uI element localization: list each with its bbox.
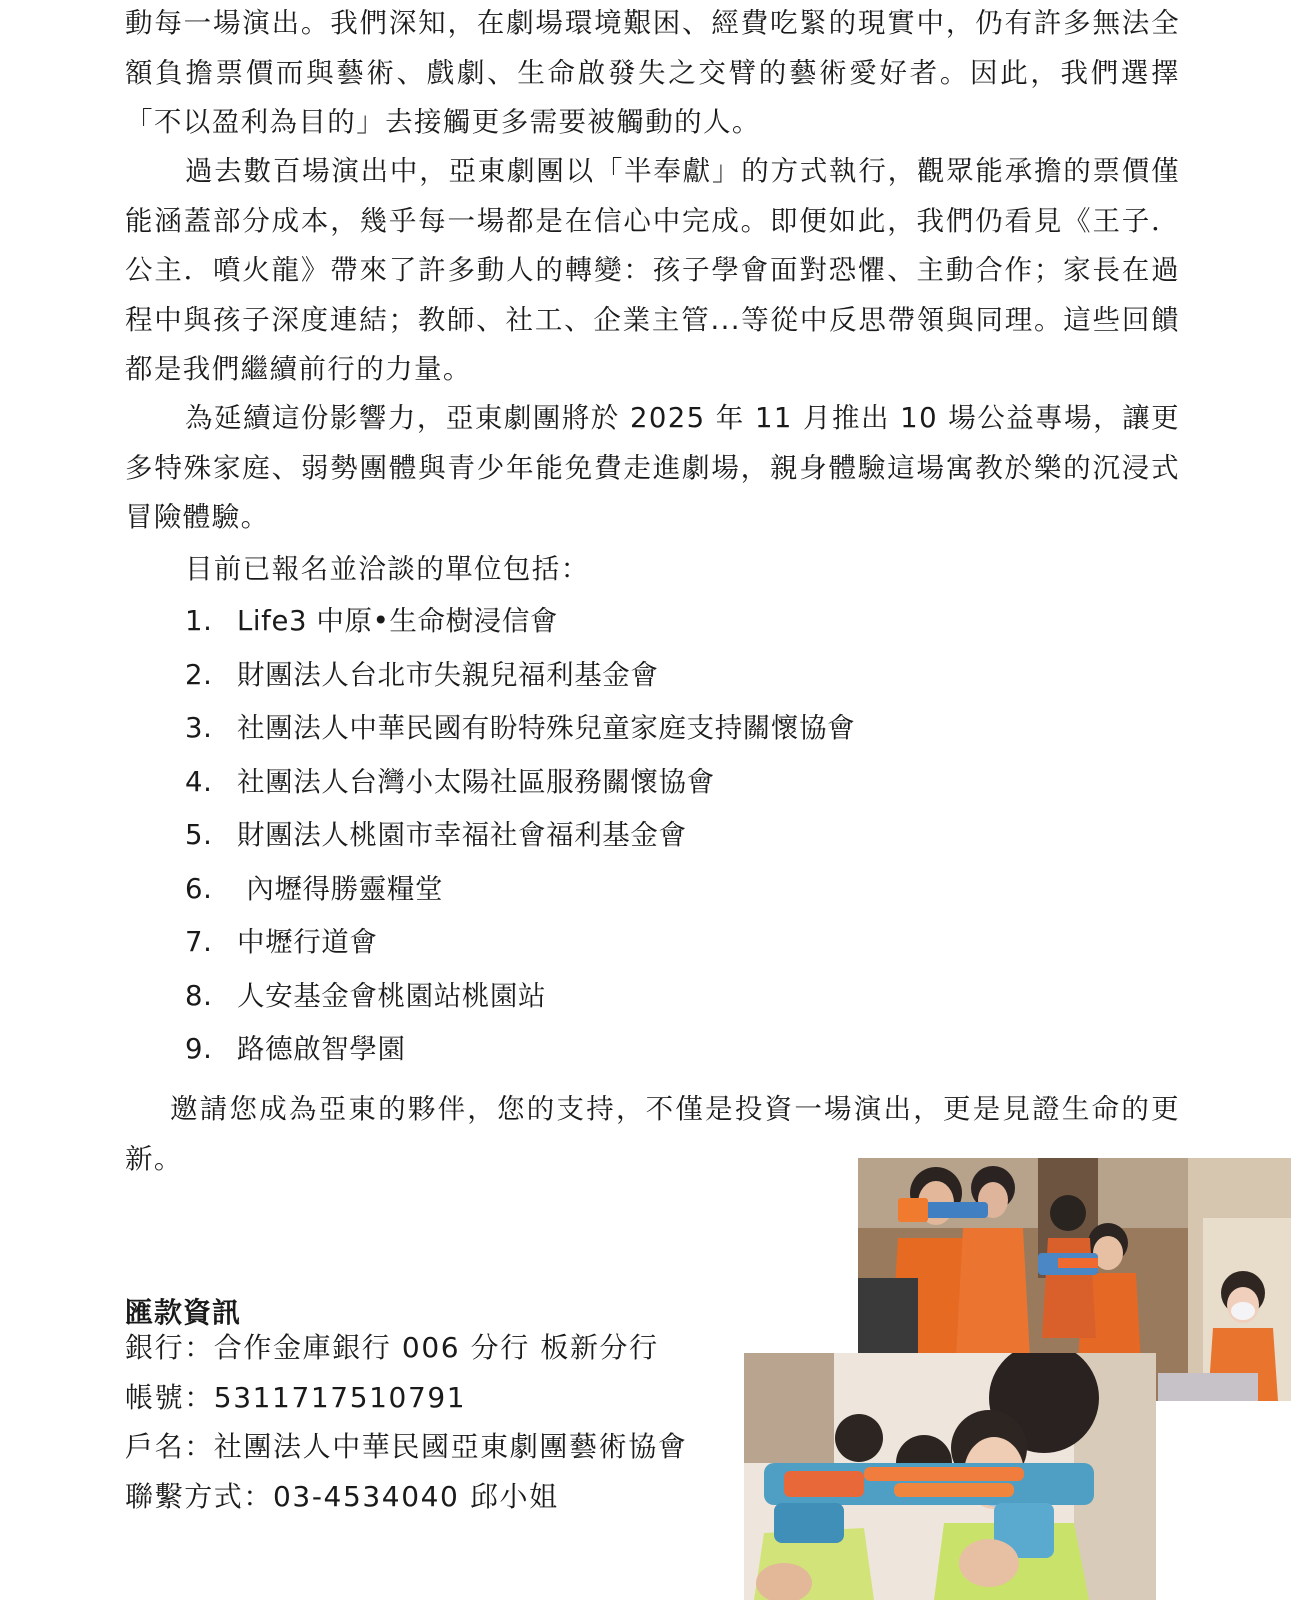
list-item-label: 社團法人台灣小太陽社區服務關懷協會 (237, 765, 715, 798)
list-item (185, 863, 855, 917)
list-item-number: 9. (185, 1033, 213, 1065)
list-item (185, 809, 855, 863)
list-item-label: Life3 中原•生命樹浸信會 (237, 605, 559, 637)
list-item (185, 1023, 855, 1077)
paragraph-history: 過去數百場演出中，亞東劇團以「半奉獻」的方式執行，觀眾能承擔的票價僅能涵蓋部分成本，幾乎每一場都是在信心中完成。即便如此，我們仍看見《王子．公主．噴火龍》帶來了許多動人的轉變：孩子學會面對恐懼、主動合作；家長在過程中與孩子深度連結；教師、社工、企業主管...等從中反思帶領與同理。這些回饋都是我們繼續前行的力量。 (125, 155, 1180, 386)
list-item-label: 財團法人桃園市幸福社會福利基金會 (237, 819, 687, 851)
bank-line: 銀行：合作金庫銀行 006 分行 板新分行 (125, 1331, 659, 1364)
list-item-label: 路德啟智學園 (237, 1033, 406, 1065)
paragraph-charity-shows: 為延續這份影響力，亞東劇團將於 2025 年 11 月推出 10 場公益專場，讓更多特殊家庭、弱勢團體與青少年能免費走進劇場，親身體驗這場寓教於樂的沉浸式冒險體驗。 (125, 402, 1180, 534)
organization-list (185, 595, 855, 1077)
account-number-line: 帳號：5311717510791 (125, 1380, 467, 1414)
list-item-number: 7. (185, 926, 213, 958)
paragraph-invitation: 邀請您成為亞東的夥伴，您的支持，不僅是投資一場演出，更是見證生命的更新。 (125, 1093, 1180, 1175)
contact-line: 聯繫方式：03-4534040 邱小姐 (125, 1479, 559, 1513)
remittance-details (125, 1323, 687, 1521)
list-item-label: 內壢得勝靈糧堂 (237, 872, 444, 905)
event-photo-child-with-blaster (744, 1353, 1156, 1600)
list-item-number: 2. (185, 658, 213, 691)
list-item-number: 5. (185, 819, 213, 851)
list-item (185, 756, 855, 810)
list-item (185, 970, 855, 1024)
list-item (185, 595, 855, 649)
list-item-number: 6. (185, 872, 213, 905)
account-name-line: 戶名：社團法人中華民國亞東劇團藝術協會 (125, 1430, 688, 1464)
list-item-label: 人安基金會桃園站桃園站 (237, 979, 547, 1012)
list-item-label: 財團法人台北市失親兒福利基金會 (237, 658, 659, 691)
list-item-number: 3. (185, 712, 213, 744)
list-item-number: 1. (185, 605, 213, 637)
paragraph-mission: 動每一場演出。我們深知，在劇場環境艱困、經費吃緊的現實中，仍有許多無法全額負擔票價而與藝術、戲劇、生命啟發失之交臂的藝術愛好者。因此，我們選擇「不以盈利為目的」去接觸更多需要被觸動的人。 (125, 7, 1180, 139)
list-item-label: 中壢行道會 (237, 926, 378, 958)
remittance-heading: 匯款資訊 (125, 1296, 242, 1329)
list-item-number: 8. (185, 979, 213, 1012)
list-item (185, 649, 855, 703)
list-item-number: 4. (185, 765, 213, 798)
list-item (185, 916, 855, 970)
list-item (185, 702, 855, 756)
list-item-label: 社團法人中華民國有盼特殊兒童家庭支持關懷協會 (237, 712, 856, 744)
list-intro: 目前已報名並洽談的單位包括： (185, 553, 590, 585)
